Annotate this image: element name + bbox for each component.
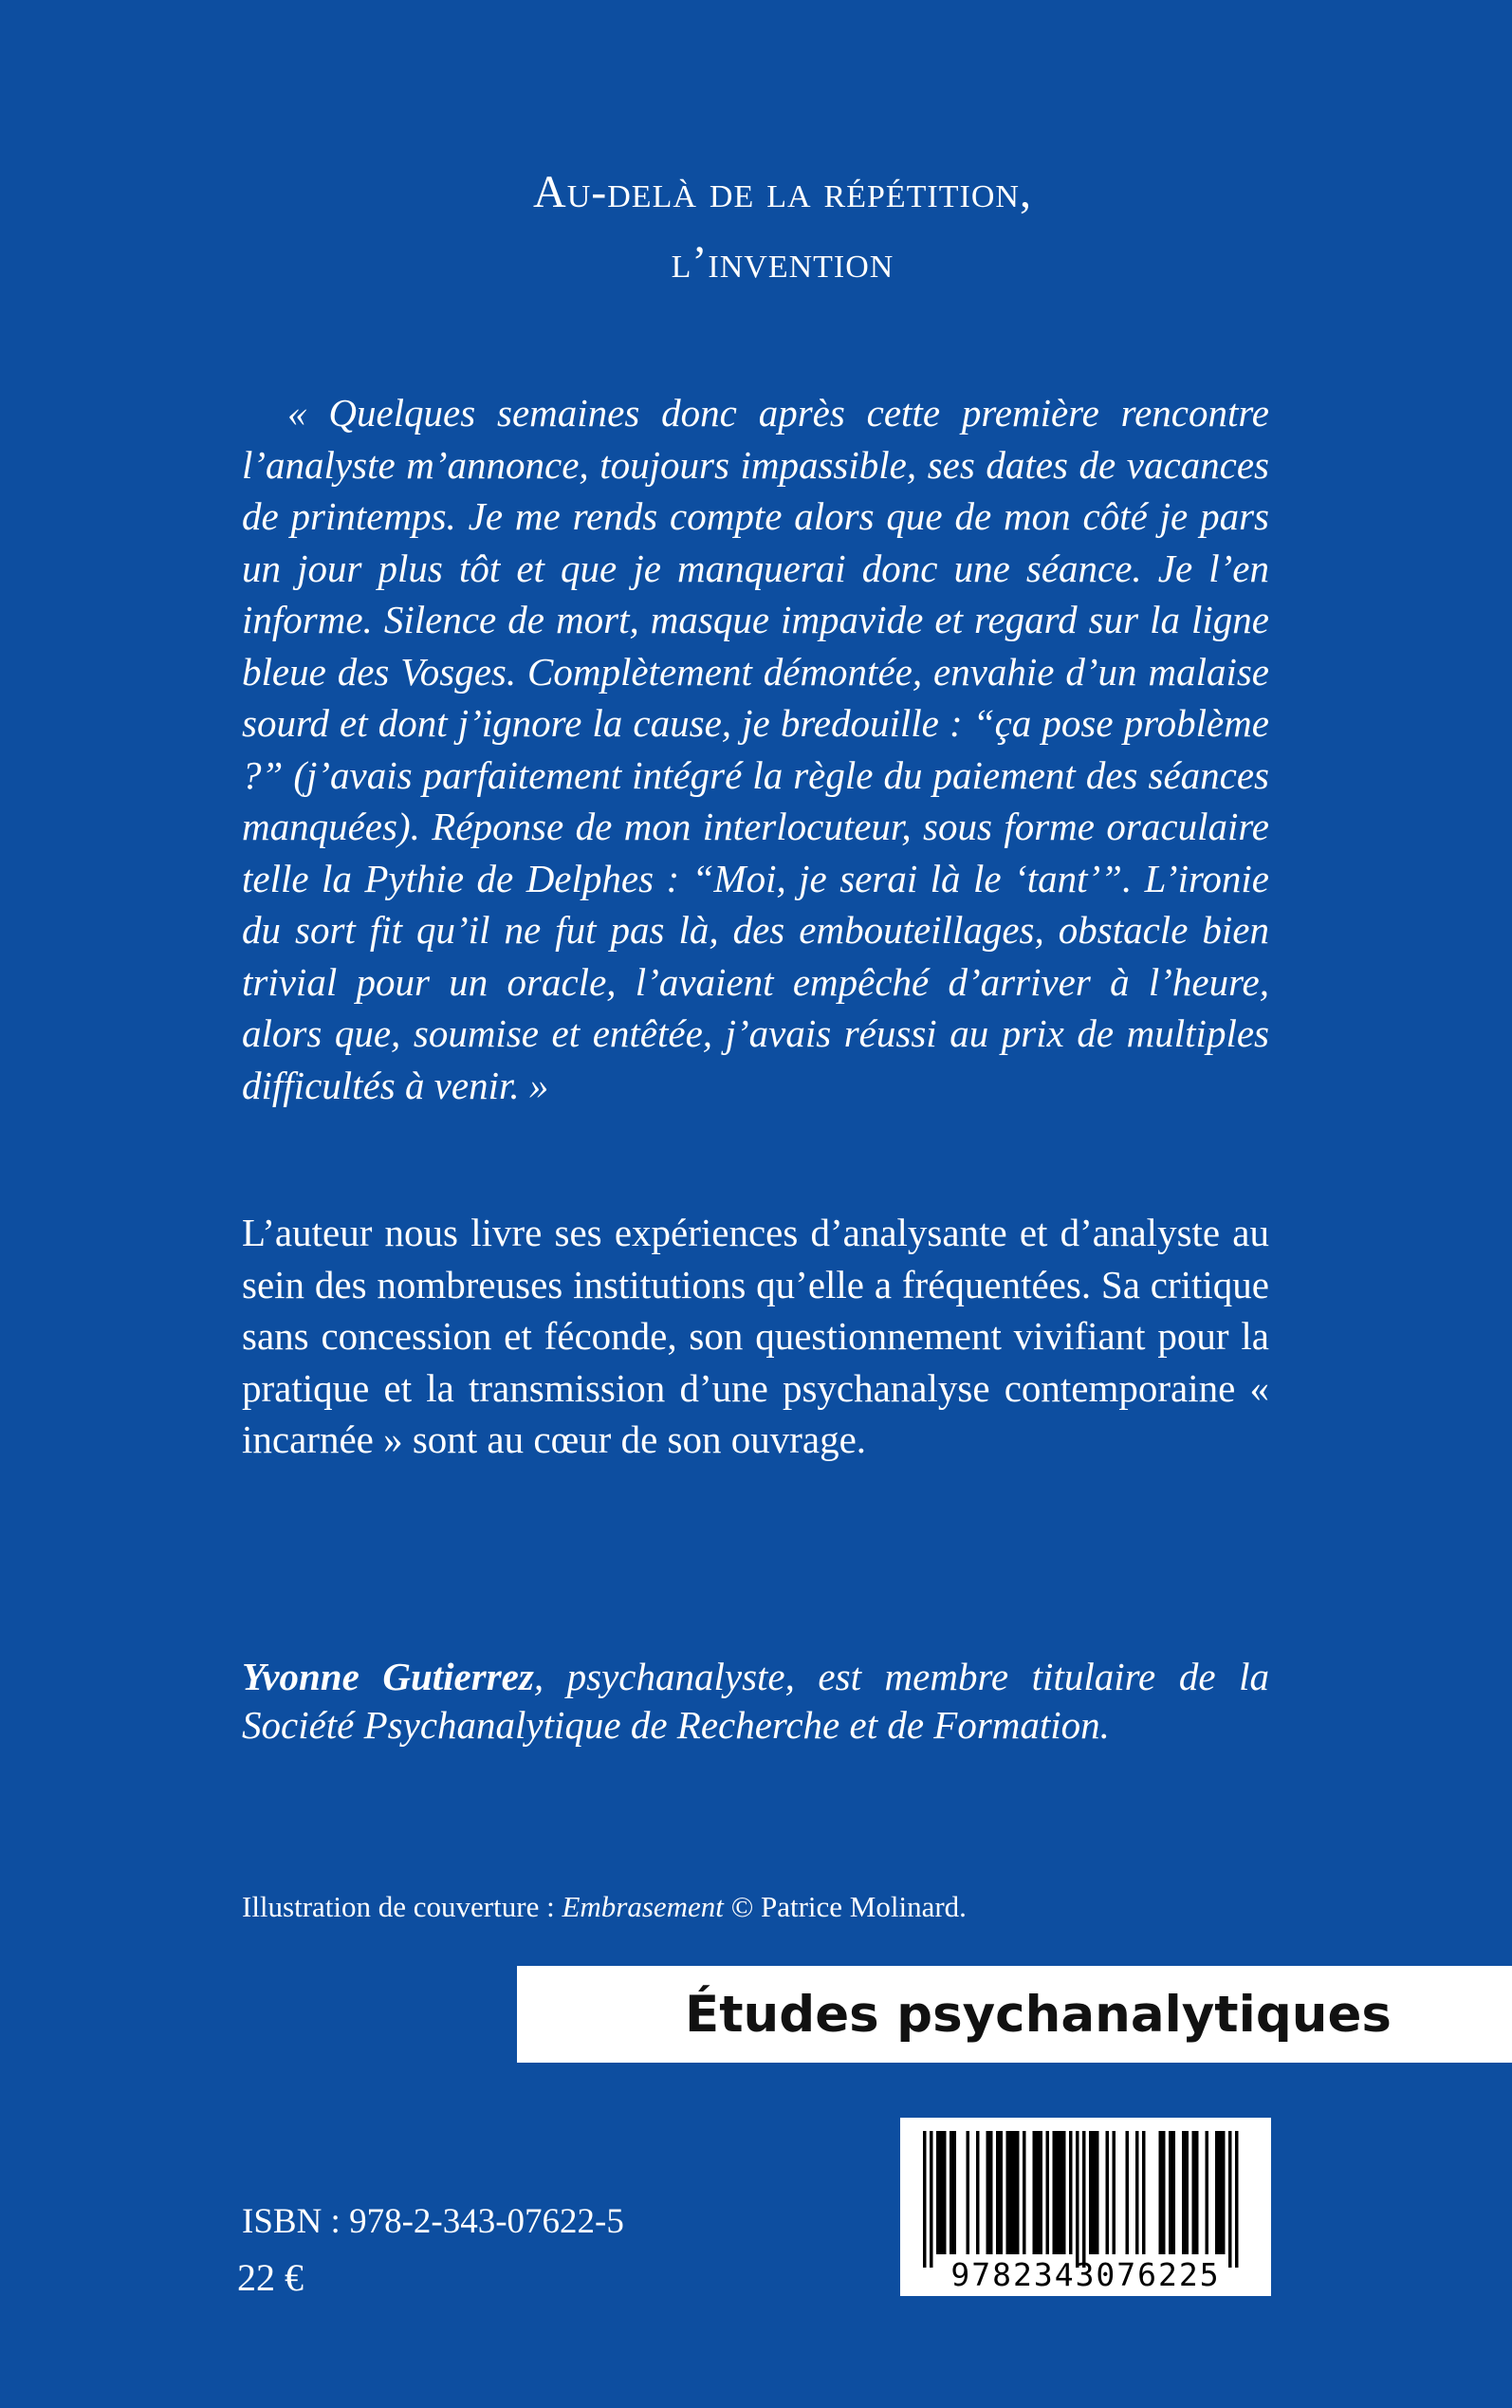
barcode-bar bbox=[1206, 2131, 1209, 2254]
author-bio-text: , psychanalyste, est membre titulaire de la Société Psychanalytique de Recherche et de Formation. bbox=[242, 1655, 1269, 1747]
barcode-bar bbox=[1060, 2131, 1063, 2254]
barcode-bar bbox=[923, 2131, 927, 2268]
barcode-bar bbox=[940, 2131, 944, 2254]
barcode-bar bbox=[1046, 2131, 1050, 2254]
barcode-bar bbox=[1159, 2131, 1163, 2254]
barcode-bar bbox=[1089, 2131, 1093, 2254]
barcode-bar bbox=[967, 2131, 970, 2254]
barcode-bar bbox=[986, 2131, 990, 2254]
credit-suffix: © Patrice Molinard. bbox=[723, 1890, 967, 1923]
barcode-bar bbox=[989, 2131, 993, 2254]
barcode-bar bbox=[996, 2131, 1000, 2254]
isbn-text: ISBN : 978-2-343-07622-5 bbox=[242, 2202, 624, 2241]
barcode-bar bbox=[1169, 2131, 1172, 2254]
barcode-digits: 9782343076225 bbox=[950, 2256, 1221, 2293]
barcode-bar bbox=[1096, 2131, 1099, 2254]
title-line-1: Au-delà de la répétition, bbox=[533, 167, 1032, 217]
barcode-bar bbox=[1033, 2131, 1037, 2254]
author-bio bbox=[242, 1653, 1269, 1750]
barcode-bar bbox=[1076, 2131, 1079, 2268]
barcode-bar bbox=[1023, 2131, 1026, 2254]
barcode-bar bbox=[930, 2131, 933, 2268]
series-name: Études psychanalytiques bbox=[685, 1985, 1392, 2044]
book-summary: L’auteur nous livre ses expériences d’analysante et d’analyste au sein des nombreuses institutions qu’elle a fréquentées. Sa critique sans concession et féconde, son questionnement vivifiant pour la pratique et la transmission d’une psychanalyse contemporaine « incarnée » sont au cœur de son ouvrage. bbox=[242, 1211, 1269, 1461]
barcode-bar bbox=[1069, 2131, 1073, 2254]
barcode-bar bbox=[1113, 2131, 1116, 2254]
barcode-bar bbox=[1126, 2131, 1130, 2254]
barcode-bar bbox=[976, 2131, 980, 2254]
barcode-bar bbox=[1195, 2131, 1199, 2254]
cover-credit bbox=[242, 1888, 967, 1926]
barcode-bar bbox=[1228, 2131, 1232, 2268]
barcode-bar bbox=[936, 2131, 940, 2254]
barcode-bar bbox=[950, 2131, 953, 2254]
barcode-bar bbox=[1215, 2131, 1219, 2254]
quote-text: « Quelques semaines donc après cette première rencontre l’analyste m’annonce, toujours impassible, ses dates de vacances de printemps. Je me rends compte alors que de mon côté je pars un jour plus tôt et que je manquerai donc une séance. Je l’en informe. Silence de mort, masque impavide et regard sur la ligne bleue des Vosges. Complètement démontée, envahie d’un malaise sourd et dont j’ignore la cause, je bredouille : “ça pose problème ?” (j’avais parfaitement intégré la règle du paiement des séances manquées). Réponse de mon interlocuteur, sous forme oraculaire telle la Pythie de Delphes : “Moi, je serai là le ‘tant’”. L’ironie du sort fit qu’il ne fut pas là, des embouteillages, obstacle bien trivial pour un oracle, l’avaient empêché d’arriver à l’heure, alors que, soumise et entêtée, j’avais réussi au prix de multiples difficultés à venir. » bbox=[242, 391, 1269, 1107]
book-title bbox=[190, 157, 1375, 298]
barcode-bar bbox=[1142, 2131, 1146, 2254]
barcode-bar bbox=[1093, 2131, 1097, 2254]
barcode-bar bbox=[1106, 2131, 1110, 2254]
barcode-bar bbox=[1192, 2131, 1196, 2254]
barcode-bar bbox=[1053, 2131, 1057, 2254]
barcode-bar bbox=[1082, 2131, 1086, 2268]
barcode-bar bbox=[1009, 2131, 1013, 2254]
excerpt-quote bbox=[242, 387, 1269, 1111]
barcode-bar bbox=[1182, 2131, 1186, 2254]
price-text: 22 € bbox=[237, 2256, 304, 2299]
barcode-bar bbox=[1235, 2131, 1239, 2268]
barcode-bar bbox=[1222, 2131, 1226, 2254]
author-name: Yvonne Gutierrez bbox=[242, 1655, 534, 1698]
barcode-bar bbox=[1040, 2131, 1043, 2254]
barcode-bar bbox=[1162, 2131, 1166, 2254]
credit-prefix: Illustration de couverture : bbox=[242, 1890, 562, 1923]
barcode-bar bbox=[1006, 2131, 1010, 2254]
series-band bbox=[517, 1966, 1512, 2063]
barcode-bar bbox=[1056, 2131, 1060, 2254]
barcode-bar bbox=[1135, 2131, 1139, 2254]
barcode-bar bbox=[1062, 2131, 1066, 2254]
barcode-bar bbox=[1000, 2131, 1004, 2254]
barcode bbox=[900, 2118, 1271, 2296]
barcode-bar bbox=[1219, 2131, 1223, 2254]
barcode-bar bbox=[953, 2131, 957, 2254]
title-line-2: l’invention bbox=[671, 237, 894, 287]
barcode-bar bbox=[1016, 2131, 1020, 2254]
barcode-bar bbox=[1036, 2131, 1040, 2254]
barcode-bar bbox=[1186, 2131, 1189, 2254]
barcode-bar bbox=[1013, 2131, 1017, 2254]
credit-work: Embrasement bbox=[562, 1890, 724, 1923]
barcode-bar bbox=[1172, 2131, 1176, 2254]
barcode-bar bbox=[943, 2131, 947, 2254]
